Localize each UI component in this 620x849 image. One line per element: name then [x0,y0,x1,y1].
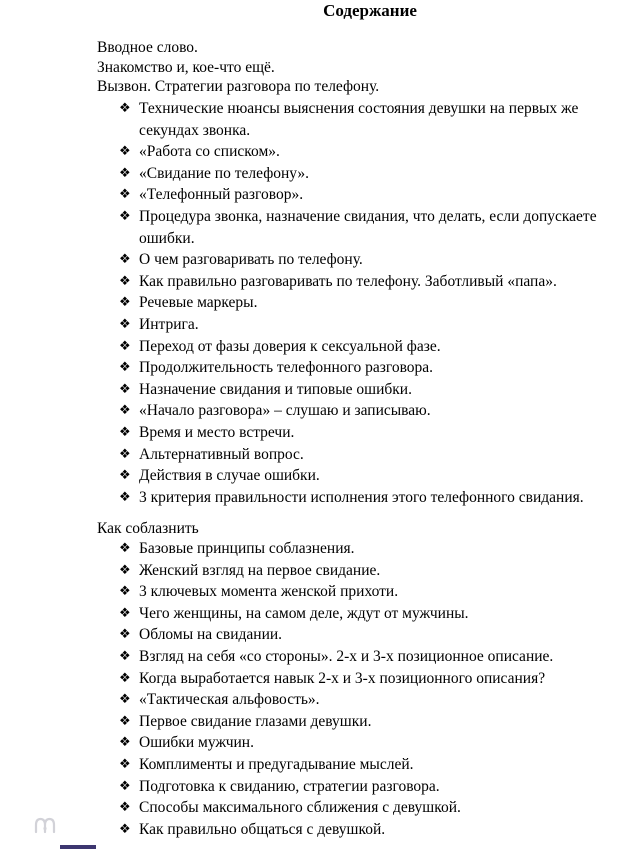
list-item[interactable] [119,668,599,690]
diamond-bullet-icon: ❖ [119,446,131,462]
list-item[interactable] [119,336,620,358]
list-item-label: Подготовка к свиданию, стратегии разговора. [139,777,440,795]
diamond-bullet-icon: ❖ [119,605,131,621]
diamond-bullet-icon: ❖ [119,273,131,289]
list-item-label: Интрига. [139,315,199,333]
diamond-bullet-icon: ❖ [119,144,131,160]
list-item[interactable] [119,249,620,271]
list-item[interactable] [119,732,599,754]
list-item[interactable] [119,624,599,646]
diamond-bullet-icon: ❖ [119,670,131,686]
diamond-bullet-icon: ❖ [119,165,131,181]
list-item-label: Базовые принципы соблазнения. [139,540,355,557]
diamond-bullet-icon: ❖ [119,403,131,419]
section2-list [119,538,599,840]
list-item[interactable] [119,465,620,487]
intro-line[interactable]: Знакомство и, кое-что ещё. [97,58,275,76]
diamond-bullet-icon: ❖ [119,692,131,708]
list-item[interactable] [119,206,620,249]
list-item-label: 3 критерия правильности исполнения этого телефонного свидания. [139,488,584,506]
list-item-label: Взгляд на себя «со стороны». 2-х и 3-х позиционное описание. [139,647,554,665]
diamond-bullet-icon: ❖ [119,489,131,505]
diamond-bullet-icon: ❖ [119,756,131,772]
list-item-label: Речевые маркеры. [139,294,258,312]
list-item[interactable] [119,292,620,314]
watermark-logo-icon [34,816,56,834]
list-item[interactable] [119,141,620,163]
diamond-bullet-icon: ❖ [119,101,131,116]
list-item-label: Когда выработается навык 2-х и 3-х позиционного описания? [139,669,546,687]
list-item-label: «Тактическая альфовость». [139,691,320,709]
diamond-bullet-icon: ❖ [119,252,131,268]
list-item-label: Технические нюансы выяснения состояния девушки на первых же секундах звонка. [139,100,579,139]
diamond-bullet-icon: ❖ [119,316,131,332]
list-item[interactable] [119,581,599,603]
list-item-label: О чем разговаривать по телефону. [139,251,363,269]
diamond-bullet-icon: ❖ [119,295,131,311]
section1-list [119,98,620,508]
list-item[interactable] [119,689,599,711]
list-item[interactable] [119,357,620,379]
list-item[interactable] [119,819,599,841]
list-item-label: Чего женщины, на самом деле, ждут от мужчины. [139,604,469,622]
diamond-bullet-icon: ❖ [119,541,131,556]
list-item-label: Назначение свидания и типовые ошибки. [139,380,412,398]
diamond-bullet-icon: ❖ [119,360,131,376]
diamond-bullet-icon: ❖ [119,584,131,600]
list-item[interactable] [119,98,620,141]
diamond-bullet-icon: ❖ [119,821,131,837]
list-item[interactable] [119,400,620,422]
list-item-label: Альтернативный вопрос. [139,445,304,463]
diamond-bullet-icon: ❖ [119,562,131,578]
list-item-label: Переход от фазы доверия к сексуальной фазе. [139,337,441,355]
diamond-bullet-icon: ❖ [119,208,131,224]
list-item-label: «Свидание по телефону». [139,164,310,182]
list-item[interactable] [119,444,620,466]
diamond-bullet-icon: ❖ [119,713,131,729]
section-heading[interactable]: Как соблазнить [97,520,199,537]
list-item-label: 3 ключевых момента женской прихоти. [139,583,399,601]
list-item-label: Обломы на свидании. [139,626,283,644]
list-item[interactable] [119,163,620,185]
list-item-label: Первое свидание глазами девушки. [139,712,372,730]
list-item-label: Время и место встречи. [139,423,295,441]
diamond-bullet-icon: ❖ [119,648,131,664]
list-item-label: Процедура звонка, назначение свидания, что делать, если допускаете ошибки. [139,207,597,247]
list-item-label: Женский взгляд на первое свидание. [139,561,381,579]
list-item-label: Комплименты и предугадывание мыслей. [139,755,414,773]
list-item[interactable] [119,776,599,798]
list-item-label: Как правильно общаться с девушкой. [139,820,386,838]
list-item[interactable] [119,646,599,668]
diamond-bullet-icon: ❖ [119,468,131,484]
diamond-bullet-icon: ❖ [119,778,131,794]
list-item[interactable] [119,184,620,206]
list-item-label: Как правильно разговаривать по телефону. Заботливый «папа». [139,272,557,290]
list-item[interactable] [119,271,620,293]
list-item-label: Продолжительность телефонного разговора. [139,359,434,377]
diamond-bullet-icon: ❖ [119,187,131,203]
intro-line[interactable]: Вызвон. Стратегии разговора по телефону. [97,78,380,95]
diamond-bullet-icon: ❖ [119,381,131,397]
page-title: Содержание [323,1,417,20]
diamond-bullet-icon: ❖ [119,338,131,354]
list-item[interactable] [119,603,599,625]
diamond-bullet-icon: ❖ [119,800,131,816]
list-item[interactable] [119,314,620,336]
list-item[interactable] [119,538,599,560]
list-item[interactable] [119,797,599,819]
list-item-label: «Телефонный разговор». [139,186,304,204]
list-item[interactable] [119,422,620,444]
list-item[interactable] [119,754,599,776]
list-item[interactable] [119,560,599,582]
list-item[interactable] [119,379,620,401]
footer-bar [60,845,96,849]
intro-line[interactable]: Вводное слово. [97,39,198,56]
intro-lines [97,38,379,97]
diamond-bullet-icon: ❖ [119,627,131,643]
diamond-bullet-icon: ❖ [119,735,131,751]
list-item-label: Способы максимального сближения с девушкой. [139,799,461,817]
list-item[interactable] [119,711,599,733]
list-item-label: «Работа со списком». [139,143,280,161]
list-item-label: Ошибки мужчин. [139,734,254,752]
list-item[interactable] [119,487,620,509]
list-item-label: «Начало разговора» – слушаю и записываю. [139,402,431,420]
diamond-bullet-icon: ❖ [119,424,131,440]
list-item-label: Действия в случае ошибки. [139,467,320,485]
